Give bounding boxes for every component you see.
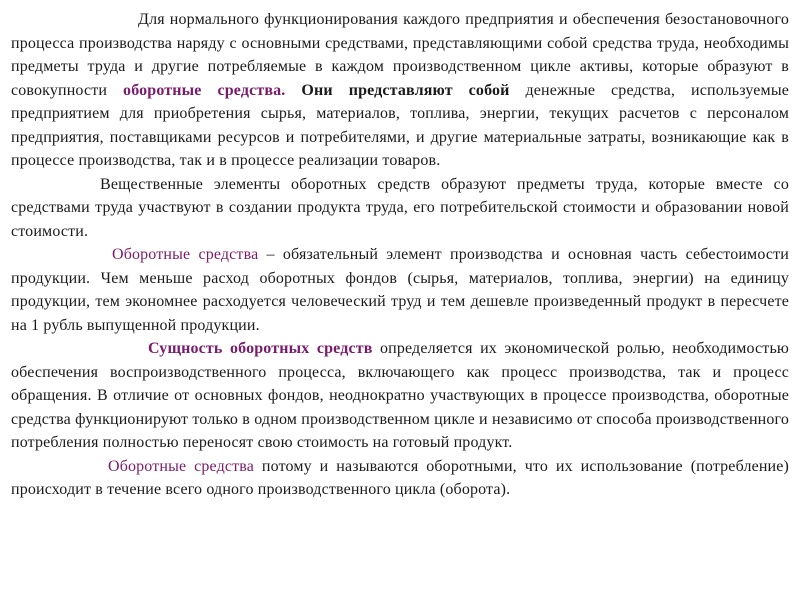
intro-text-end: денежные средства, используемые предприятием для приобретения сырья, материалов, топлива, энергии, текущих расчетов с персоналом предприятия, поставщиками ресурсов и потребителями, и другие материальные затраты, возникающие как в процессе производства, так и в процессе реализации товаров.: [11, 81, 789, 169]
mandatory-element-text: – обязательный элемент производства и основная часть себестоимости продукции. Чем меньше расход оборотных фондов (сырья, материалов, топлива, энергии) на единицу продукции, тем экономнее расходуется человеческий труд и тем дешевле произведенный продукт в пересчете на 1 рубль выпущенной продукции.: [11, 246, 789, 334]
essence-text: определяется их экономической ролью, необходимостью обеспечения воспроизводственного процесса, включающего как процесс производства, так и процесс обращения. В отличие от основных фондов, неоднократно участвующих в процессе производства, оборотные средства функционируют только в одном производственном цикле и независимо от способа производственного потребления полностью переносят свою стоимость на готовый продукт.: [11, 340, 789, 451]
paragraph-essence: [11, 337, 789, 455]
naming-text: потому и называются оборотными, что их использование (потребление) происходит в течение всего одного производственного цикла (оборота).: [11, 457, 789, 498]
intro-text-start: Для нормального функционирования каждого предприятия и обеспечения безостановочного процесса производства наряду с основными средствами, представляющими собой средства труда, необходимы предметы труда и другие потребляемые в каждом производственном цикле активы, которые образуют в совокупности: [11, 11, 789, 99]
term-current-assets: оборотные средства.: [123, 81, 286, 99]
intro-separator: [285, 82, 301, 99]
term-current-assets: Оборотные средства: [112, 246, 259, 263]
paragraph-naming: [11, 455, 789, 502]
paragraph-material-elements: [11, 173, 789, 244]
term-current-assets: Оборотные средства: [108, 457, 255, 475]
term-essence-of-current-assets: Сущность оборотных средств: [148, 340, 373, 357]
intro-bold-phrase: Они представляют собой: [301, 81, 510, 99]
material-elements-text: Вещественные элементы оборотных средств образуют предметы труда, которые вместе со средствами труда участвуют в создании продукта труда, его потребительской стоимости и образовании новой стоимости.: [11, 175, 789, 240]
paragraph-mandatory-element: [11, 243, 789, 337]
paragraph-intro: [11, 8, 789, 173]
